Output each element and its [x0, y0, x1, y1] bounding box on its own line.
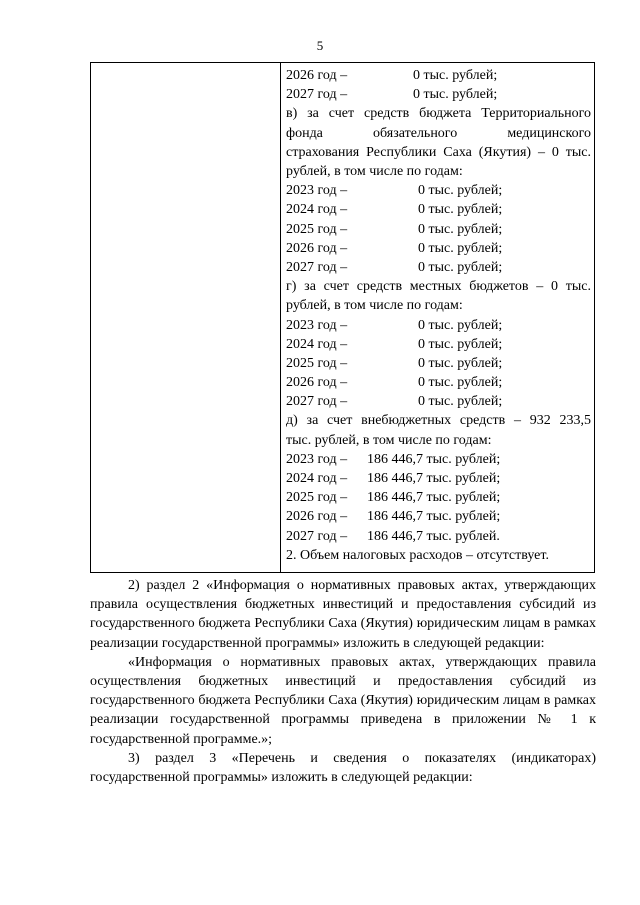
year-line	[286, 527, 591, 546]
year-amount: 0 тыс. рублей;	[413, 87, 498, 103]
year-label: 2025 год –	[286, 490, 348, 506]
year-label: 2027 год –	[286, 87, 348, 103]
funding-item-v	[286, 104, 591, 181]
year-line	[286, 181, 591, 200]
year-line	[286, 66, 591, 85]
year-label: 2025 год –	[286, 355, 348, 371]
year-amount: 0 тыс. рублей;	[418, 375, 503, 391]
year-amount: 186 446,7 тыс. рублей;	[367, 509, 501, 525]
table-right-cell	[286, 66, 591, 565]
year-label: 2025 год –	[286, 221, 348, 237]
year-line	[286, 258, 591, 277]
year-label: 2023 год –	[286, 317, 348, 333]
funding-item-g	[286, 277, 591, 315]
budget-table	[90, 62, 595, 573]
year-line	[286, 488, 591, 507]
page-number: 5	[316, 38, 324, 53]
year-label: 2023 год –	[286, 451, 348, 467]
year-label: 2027 год –	[286, 528, 348, 544]
item-text-line: рублей, в том числе по годам:	[286, 163, 463, 179]
year-line	[286, 373, 591, 392]
year-label: 2023 год –	[286, 183, 348, 199]
year-amount: 0 тыс. рублей;	[418, 355, 503, 371]
year-amount: 0 тыс. рублей;	[418, 394, 503, 410]
year-label: 2026 год –	[286, 375, 348, 391]
tax-expenses-line: 2. Объем налоговых расходов – отсутствует.	[286, 547, 549, 563]
table-column-divider	[280, 63, 281, 572]
year-line	[286, 450, 591, 469]
funding-item-d	[286, 411, 591, 449]
paragraph-section-3: 3) раздел 3 «Перечень и сведения о показателях (индикаторах) государственной программы» изложить в следующей редакции:	[90, 750, 596, 786]
year-amount: 0 тыс. рублей;	[418, 259, 503, 275]
item-text-line: страхования Республики Саха (Якутия) – 0 тыс.	[286, 144, 591, 160]
year-label: 2027 год –	[286, 259, 348, 275]
year-line	[286, 392, 591, 411]
year-amount: 186 446,7 тыс. рублей;	[367, 451, 501, 467]
paragraph-section-2-text: «Информация о нормативных правовых актах, утверждающих правила осуществления бюджетных инвестиций и предоставления субсидий из государственного бюджета Республики Саха (Якутия) юридическим лицам в рамках реализации государственной программы приведена в приложении № 1 к государственной программе.»;	[90, 654, 596, 747]
year-amount: 0 тыс. рублей;	[418, 336, 503, 352]
item-text-line: фонда обязательного медицинского	[286, 125, 591, 141]
year-amount: 0 тыс. рублей;	[418, 240, 503, 256]
item-text-line: г) за счет средств местных бюджетов – 0 тыс.	[286, 279, 591, 295]
year-label: 2026 год –	[286, 68, 348, 83]
year-amount: 0 тыс. рублей;	[418, 221, 503, 237]
year-line	[286, 85, 591, 104]
year-label: 2024 год –	[286, 471, 348, 487]
year-amount: 0 тыс. рублей;	[418, 317, 503, 333]
year-label: 2024 год –	[286, 336, 348, 352]
year-label: 2027 год –	[286, 394, 348, 410]
year-label: 2024 год –	[286, 202, 348, 218]
year-line	[286, 316, 591, 335]
year-line	[286, 335, 591, 354]
document-body	[90, 576, 596, 787]
item-text-line: в) за счет средств бюджета Территориального	[286, 106, 591, 122]
year-label: 2026 год –	[286, 509, 348, 525]
year-line	[286, 507, 591, 526]
year-amount: 0 тыс. рублей;	[418, 183, 503, 199]
year-line	[286, 200, 591, 219]
paragraph-section-2: 2) раздел 2 «Информация о нормативных правовых актах, утверждающих правила осуществления бюджетных инвестиций и предоставления субсидий из государственного бюджета Республики Саха (Якутия) юридическим лицам в рамках реализации государственной программы» изложить в следующей редакции:	[90, 578, 596, 651]
year-line	[286, 239, 591, 258]
year-amount: 186 446,7 тыс. рублей.	[367, 528, 500, 544]
year-line	[286, 220, 591, 239]
year-line	[286, 354, 591, 373]
year-amount: 186 446,7 тыс. рублей;	[367, 490, 501, 506]
year-line	[286, 469, 591, 488]
item-text-line: д) за счет внебюджетных средств – 932 233,5	[286, 413, 591, 429]
year-amount: 0 тыс. рублей;	[413, 68, 498, 83]
item-text-line: тыс. рублей, в том числе по годам:	[286, 432, 492, 448]
item-text-line: рублей, в том числе по годам:	[286, 298, 463, 314]
year-label: 2026 год –	[286, 240, 348, 256]
year-amount: 186 446,7 тыс. рублей;	[367, 471, 501, 487]
year-amount: 0 тыс. рублей;	[418, 202, 503, 218]
